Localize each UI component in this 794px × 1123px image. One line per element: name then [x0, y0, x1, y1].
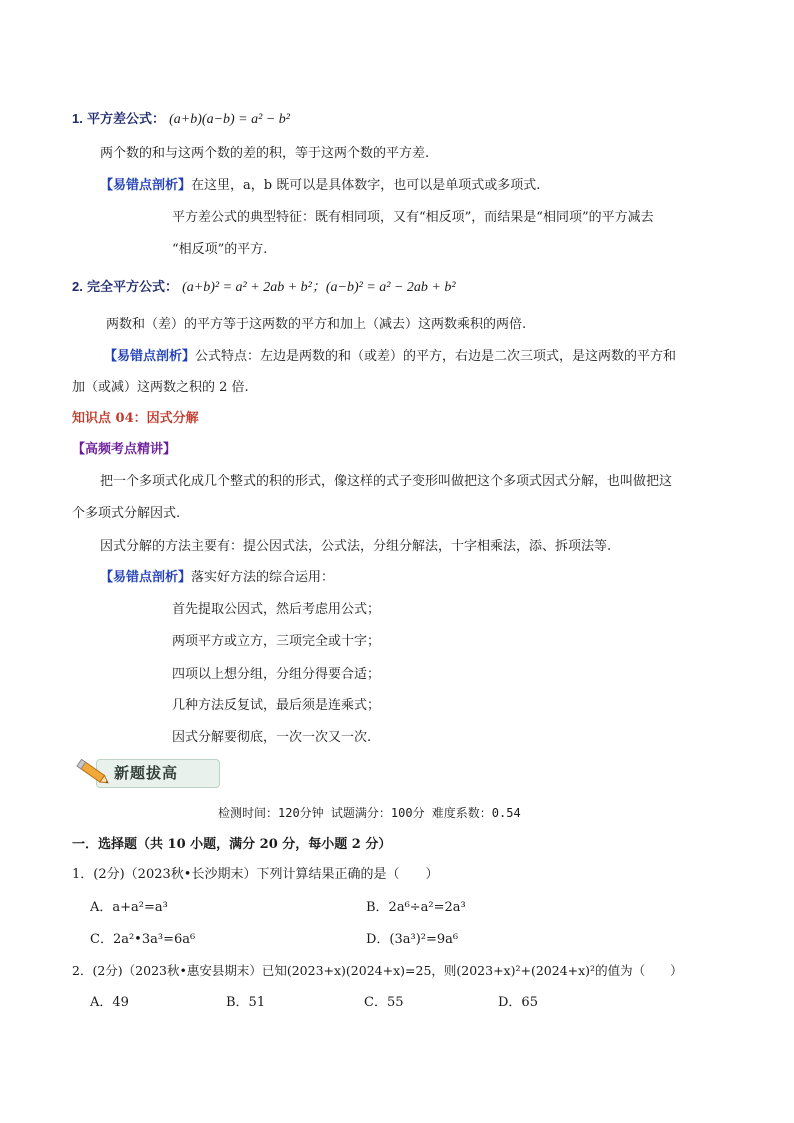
- section-banner: [74, 756, 220, 790]
- q1-stem: 1．(2分)（2023秋•长沙期末）下列计算结果正确的是（ ）: [72, 867, 439, 882]
- item1-note1-line: [100, 177, 540, 195]
- kp04-verse-2: 两项平方或立方，三项完全或十字；: [172, 634, 381, 649]
- item2-label: 完全平方公式：: [86, 279, 178, 294]
- kp04-tag-line: [100, 569, 334, 587]
- q2-option-a[interactable]: A．49: [90, 995, 129, 1010]
- item2-tag: 【易错点剖析】: [104, 349, 196, 364]
- section-choice-title: 一．选择题（共 10 小题，满分 20 分，每小题 2 分）: [72, 837, 392, 852]
- q2-option-c[interactable]: C．55: [364, 995, 404, 1010]
- item2-note2: 加（或减）这两数之积的 2 倍.: [72, 380, 249, 395]
- item2-note1-line: [104, 348, 676, 366]
- kp04-hf-tag: 【高频考点精讲】: [72, 442, 177, 457]
- item1-desc: 两个数的和与这两个数的差的积，等于这两个数的平方差.: [100, 146, 430, 161]
- item1-note1: 在这里，a，b 既可以是具体数字，也可以是单项式或多项式.: [191, 178, 541, 193]
- kp04-p3: 因式分解的方法主要有：提公因式法，公式法，分组分解法，十字相乘法，添、拆项法等.: [100, 539, 612, 554]
- item2-desc: 两数和（差）的平方等于这两数的平方和加上（减去）这两数乘积的两倍.: [106, 317, 527, 332]
- item1-tag: 【易错点剖析】: [100, 178, 192, 193]
- q1-option-b[interactable]: B．2a⁶÷a²=2a³: [366, 900, 466, 915]
- item1-formula: (a+b)(a−b) = a² − b²: [169, 112, 290, 127]
- item1-number: 1.: [72, 111, 83, 126]
- item1-note2: 平方差公式的典型特征：既有相同项，又有“相反项”，而结果是“相同项”的平方减去: [172, 210, 654, 225]
- kp04-title: 知识点 04：因式分解: [72, 411, 199, 426]
- item2-heading: [72, 278, 456, 297]
- item2-formula: (a+b)² = a² + 2ab + b²；(a−b)² = a² − 2ab + b²: [182, 280, 456, 295]
- kp04-p2: 个多项式分解因式.: [72, 506, 181, 521]
- q1-option-a[interactable]: A．a+a²=a³: [90, 900, 168, 915]
- kp04-tag: 【易错点剖析】: [100, 570, 192, 585]
- q2-option-b[interactable]: B．51: [226, 995, 266, 1010]
- kp04-p1: 把一个多项式化成几个整式的积的形式，像这样的式子变形叫做把这个多项式因式分解，也叫做把这: [100, 474, 673, 489]
- kp04-verse-5: 因式分解要彻底，一次一次又一次.: [172, 730, 372, 745]
- pencil-icon: [74, 756, 114, 790]
- item1-heading: [72, 110, 290, 129]
- item2-note1: 公式特点：左边是两数的和（或差）的平方，右边是二次三项式，是这两数的平方和: [195, 349, 677, 364]
- q1-option-c[interactable]: C．2a²•3a³=6a⁶: [90, 932, 196, 947]
- kp04-verse-4: 几种方法反复试，最后须是连乘式；: [172, 698, 381, 713]
- q1-option-d[interactable]: D．(3a³)²=9a⁶: [366, 932, 459, 947]
- exam-meta: 检测时间：120分钟 试题满分：100分 难度系数：0.54: [218, 806, 521, 820]
- item1-note3: “相反项”的平方.: [172, 242, 268, 257]
- kp04-verse-3: 四项以上想分组，分组分得要合适；: [172, 667, 381, 682]
- banner-title: 新题拔高: [114, 764, 179, 782]
- q2-option-d[interactable]: D．65: [498, 995, 538, 1010]
- kp04-tag-text: 落实好方法的综合运用：: [191, 570, 335, 585]
- q2-stem: 2．(2分)（2023秋•惠安县期末）已知(2023+x)(2024+x)=25，则(2023+x)²+(2024+x)²的值为（ ）: [72, 963, 683, 978]
- item1-label: 平方差公式：: [86, 111, 165, 126]
- item2-number: 2.: [72, 279, 83, 294]
- kp04-verse-1: 首先提取公因式，然后考虑用公式；: [172, 602, 381, 617]
